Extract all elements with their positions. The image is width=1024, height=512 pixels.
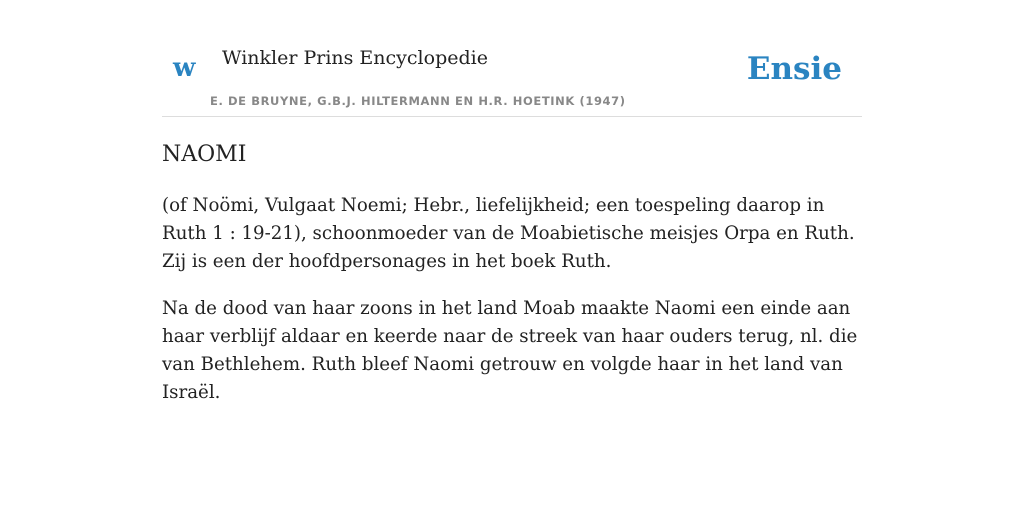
article-body	[162, 192, 862, 426]
article-paragraph: Na de dood van haar zoons in het land Moab maakte Naomi een einde aan haar verblijf aldaar en keerde naar de streek van haar ouders terug, nl. die van Bethlehem. Ruth bleef Naomi getrouw en volgde haar in het land van Israël.	[162, 298, 858, 403]
article-title: NAOMI	[162, 142, 247, 167]
publication-authors: E. DE BRUYNE, G.B.J. HILTERMANN EN H.R. HOETINK (1947)	[210, 94, 626, 108]
publication-title[interactable]: Winkler Prins Encyclopedie	[222, 47, 488, 69]
publication-logo-icon: w	[173, 53, 196, 83]
article-paragraph: (of Noömi, Vulgaat Noemi; Hebr., liefelijkheid; een toespeling daarop in Ruth 1 : 19-21), schoonmoeder van de Moabietische meisjes Orpa en Ruth. Zij is een der hoofdpersonages in het boek Ruth.	[162, 195, 855, 272]
page-content	[162, 0, 862, 403]
publication-header	[162, 0, 862, 117]
ensie-logo-link[interactable]: Ensie	[746, 51, 842, 87]
